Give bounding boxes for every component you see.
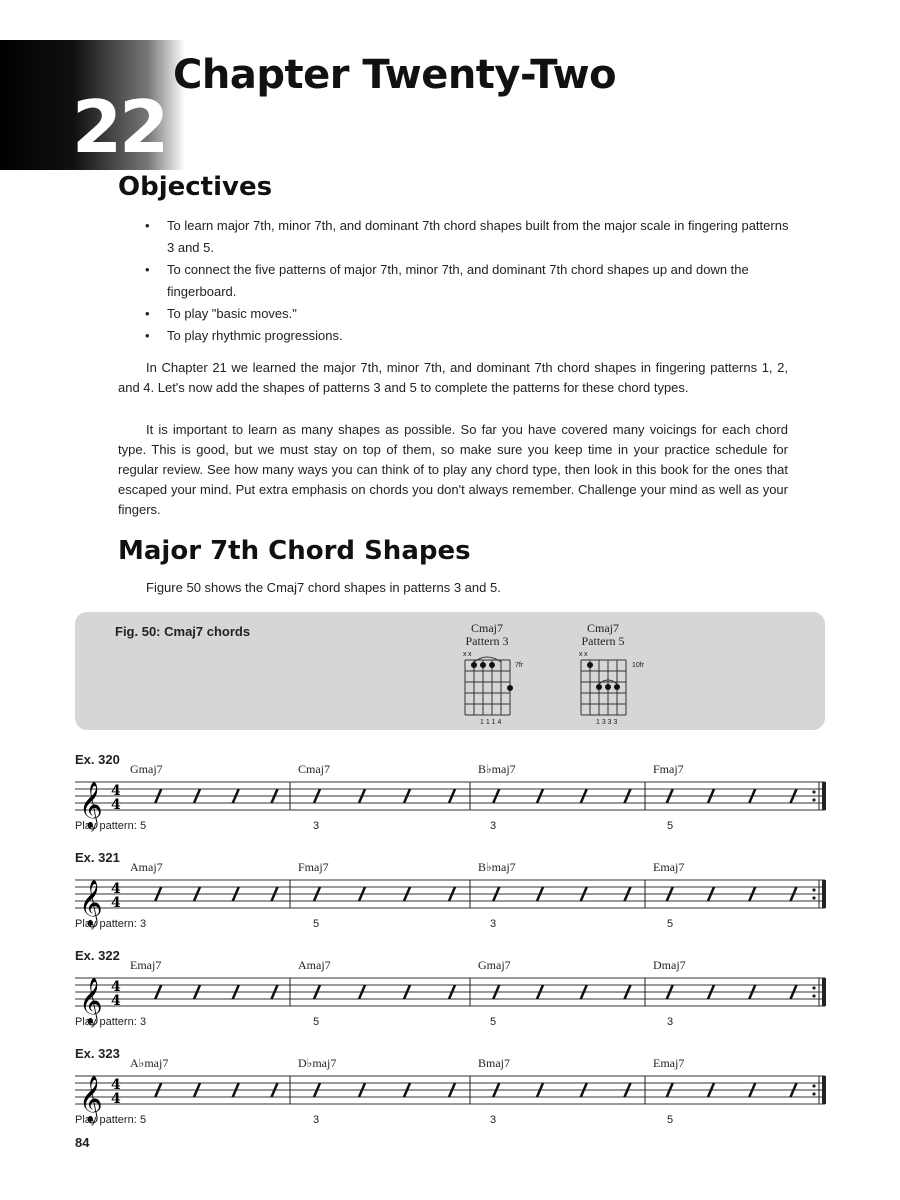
chord-diagram-fret: 10fr <box>632 662 645 669</box>
major7-intro: Figure 50 shows the Cmaj7 chord shapes in patterns 3 and 5. <box>146 580 501 595</box>
objective-item: • To play "basic moves." <box>145 303 795 325</box>
time-signature-bottom: 4 <box>111 1091 121 1107</box>
play-pattern-number: 5 <box>313 1016 320 1028</box>
final-barline <box>822 782 826 810</box>
svg-text:x: x <box>468 651 472 658</box>
svg-text:x: x <box>584 651 588 658</box>
practice-paragraph: It is important to learn as many shapes as possible. So far you have covered many voicings for each chord type. This is good, but we must stay on top of them, so make sure you keep time in your practice schedule for regular review. See how many ways you can think of to play any chord type, then look in this book for the ones that escaped your mind. Put extra emphasis on chords you don't always remember. Challenge your mind as well as your fingers. <box>118 422 788 517</box>
chord-diagram-fret: 7fr <box>515 662 524 669</box>
repeat-dot <box>812 1084 815 1087</box>
example-2 <box>75 850 830 950</box>
time-signature-top: 4 <box>111 881 121 897</box>
repeat-dot <box>812 994 815 997</box>
music-staff <box>75 964 830 1034</box>
final-barline <box>822 1076 826 1104</box>
chord-diagram-pattern-5 <box>573 622 633 648</box>
chord-symbol: Gmaj7 <box>478 958 511 972</box>
chord-symbol: Emaj7 <box>130 958 162 972</box>
play-pattern-label: Play pattern: <box>75 1114 137 1126</box>
time-signature-top: 4 <box>111 1077 121 1093</box>
chord-symbol: Dmaj7 <box>653 958 686 972</box>
chord-symbol: Fmaj7 <box>653 762 684 776</box>
figure-title: Fig. 50: Cmaj7 chords <box>115 624 251 639</box>
repeat-dot <box>812 798 815 801</box>
music-staff <box>75 866 830 936</box>
repeat-dot <box>812 790 815 793</box>
example-label: Ex. 321 <box>75 850 120 865</box>
chord-diagram-pattern-3 <box>457 622 517 648</box>
play-pattern-number: 3 <box>667 1016 674 1028</box>
treble-clef-icon: 𝄞 <box>79 880 103 926</box>
play-pattern-label: Play pattern: <box>75 820 137 832</box>
objectives-list <box>145 215 795 347</box>
example-label: Ex. 323 <box>75 1046 120 1061</box>
chord-symbol: Cmaj7 <box>298 762 330 776</box>
major7-heading: Major 7th Chord Shapes <box>118 536 471 566</box>
play-pattern-number: 3 <box>490 820 497 832</box>
music-staff <box>75 1062 830 1132</box>
treble-clef-icon: 𝄞 <box>79 978 103 1024</box>
play-pattern-number: 5 <box>667 820 674 832</box>
chord-symbol: Emaj7 <box>653 1056 685 1070</box>
example-label: Ex. 322 <box>75 948 120 963</box>
chapter-title: Chapter Twenty-Two <box>173 52 617 98</box>
time-signature-top: 4 <box>111 783 121 799</box>
final-barline <box>822 880 826 908</box>
chapter-number: 22 <box>72 85 167 169</box>
intro-paragraph: In Chapter 21 we learned the major 7th, minor 7th, and dominant 7th chord shapes in fingering patterns 1, 2, and 4. Let's now add the shapes of patterns 3 and 5 to complete the patterns for these chord types. <box>118 360 788 395</box>
page-number: 84 <box>75 1135 90 1150</box>
play-pattern-number: 5 <box>667 1114 674 1126</box>
example-label: Ex. 320 <box>75 752 120 767</box>
repeat-dot <box>812 1092 815 1095</box>
example-4 <box>75 1046 830 1146</box>
chord-symbol: Amaj7 <box>130 860 163 874</box>
svg-text:x: x <box>463 651 467 658</box>
chord-symbol: B♭maj7 <box>478 860 516 874</box>
time-signature-bottom: 4 <box>111 797 121 813</box>
repeat-dot <box>812 986 815 989</box>
objective-item: • To play rhythmic progressions. <box>145 325 795 347</box>
play-pattern-number: 5 <box>313 918 320 930</box>
play-pattern-number: 5 <box>140 820 147 832</box>
chord-diagram-fingers: 1 1 1 4 <box>480 719 502 726</box>
example-1 <box>75 752 830 852</box>
music-staff <box>75 768 830 838</box>
chord-symbol: D♭maj7 <box>298 1056 337 1070</box>
play-pattern-number: 3 <box>490 1114 497 1126</box>
play-pattern-number: 3 <box>140 1016 147 1028</box>
play-pattern-number: 3 <box>140 918 147 930</box>
chord-diagram-pattern: Pattern 3 <box>465 634 509 648</box>
repeat-dot <box>812 896 815 899</box>
play-pattern-number: 5 <box>490 1016 497 1028</box>
example-3 <box>75 948 830 1048</box>
chord-symbol: Bmaj7 <box>478 1056 510 1070</box>
svg-text:x: x <box>579 651 583 658</box>
objective-item: • To learn major 7th, minor 7th, and dominant 7th chord shapes built from the major scale in fingering patterns 3 and 5. <box>145 215 795 259</box>
chord-symbol: B♭maj7 <box>478 762 516 776</box>
play-pattern-label: Play pattern: <box>75 1016 137 1028</box>
chord-symbol: A♭maj7 <box>130 1056 169 1070</box>
play-pattern-label: Play pattern: <box>75 918 137 930</box>
chord-diagram-fingers: 1 3 3 3 <box>596 719 618 726</box>
repeat-dot <box>812 888 815 891</box>
treble-clef-icon: 𝄞 <box>79 782 103 828</box>
treble-clef-icon: 𝄞 <box>79 1076 103 1122</box>
chord-symbol: Amaj7 <box>298 958 331 972</box>
chord-symbol: Gmaj7 <box>130 762 163 776</box>
play-pattern-number: 5 <box>140 1114 147 1126</box>
time-signature-bottom: 4 <box>111 895 121 911</box>
chord-symbol: Emaj7 <box>653 860 685 874</box>
play-pattern-number: 3 <box>490 918 497 930</box>
play-pattern-number: 3 <box>313 820 320 832</box>
time-signature-bottom: 4 <box>111 993 121 1009</box>
play-pattern-number: 5 <box>667 918 674 930</box>
chord-symbol: Fmaj7 <box>298 860 329 874</box>
final-barline <box>822 978 826 1006</box>
chord-diagram-pattern: Pattern 5 <box>581 634 625 648</box>
time-signature-top: 4 <box>111 979 121 995</box>
objectives-heading: Objectives <box>118 172 273 202</box>
chord-diagram-name: Cmaj7 <box>587 621 619 635</box>
objective-item: • To connect the five patterns of major 7th, minor 7th, and dominant 7th chord shapes up and down the fingerboard. <box>145 259 795 303</box>
play-pattern-number: 3 <box>313 1114 320 1126</box>
figure-box <box>75 612 825 730</box>
chord-diagram-name: Cmaj7 <box>471 621 503 635</box>
